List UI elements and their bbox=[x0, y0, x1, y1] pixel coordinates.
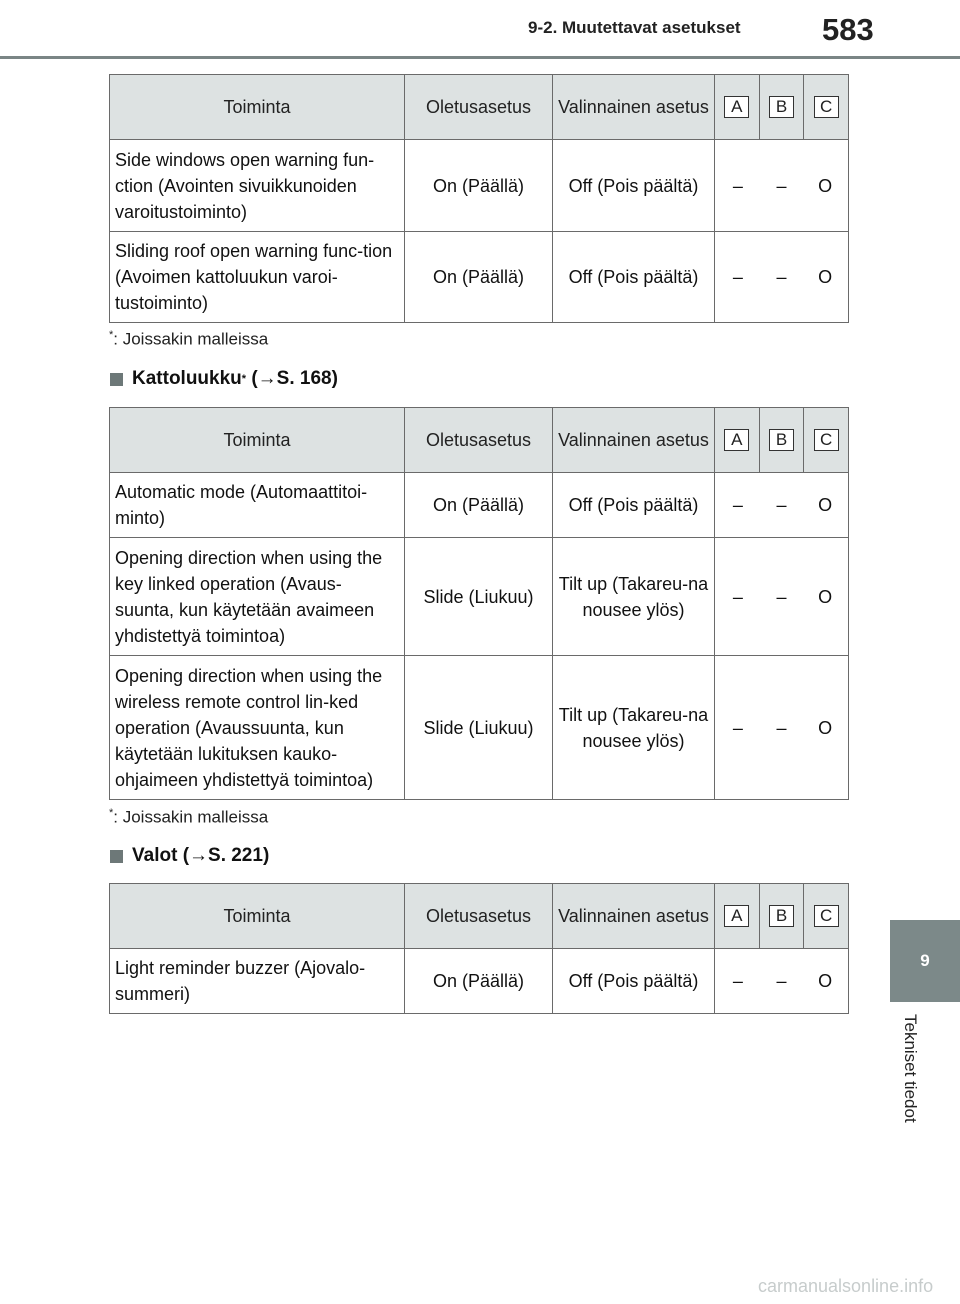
row-b: – bbox=[776, 971, 787, 991]
section-marker: * bbox=[241, 373, 247, 385]
chapter-tab[interactable] bbox=[890, 920, 960, 1002]
header-a: A bbox=[724, 429, 749, 451]
header-rule bbox=[0, 56, 960, 59]
row-default: Slide (Liukuu) bbox=[405, 656, 553, 800]
row-c: O bbox=[818, 971, 833, 991]
table-row bbox=[110, 656, 849, 800]
header-abc bbox=[715, 408, 849, 473]
row-function: Opening direction when using the key linked operation (Avaus-suunta, kun käytetään avaimeen yhdistettyä toimintoa) bbox=[110, 538, 405, 656]
row-a: – bbox=[732, 586, 743, 607]
settings-table-sunroof bbox=[109, 407, 849, 800]
settings-table-lights bbox=[109, 883, 849, 1014]
row-optional: Off (Pois päältä) bbox=[553, 140, 715, 232]
square-bullet-icon bbox=[110, 373, 123, 386]
footnote-text: : Joissakin malleissa bbox=[113, 807, 269, 827]
section-heading-lights bbox=[110, 845, 269, 867]
table-header-row bbox=[110, 408, 849, 473]
row-a: – bbox=[732, 267, 743, 287]
header-b: B bbox=[769, 429, 794, 451]
row-abc bbox=[715, 232, 849, 323]
header-section-title: 9-2. Muutettavat asetukset bbox=[528, 18, 741, 37]
row-function: Light reminder buzzer (Ajovalo-summeri) bbox=[110, 949, 405, 1014]
header-default: Oletusasetus bbox=[405, 884, 553, 949]
table-row bbox=[110, 140, 849, 232]
row-optional: Tilt up (Takareu-na nousee ylös) bbox=[553, 538, 715, 656]
header-default: Oletusasetus bbox=[405, 408, 553, 473]
chapter-number: 9 bbox=[920, 951, 930, 970]
row-optional: Off (Pois päältä) bbox=[553, 232, 715, 323]
row-a: – bbox=[732, 717, 743, 738]
header-a: A bbox=[724, 96, 749, 118]
row-b: – bbox=[776, 717, 787, 738]
row-abc bbox=[715, 473, 849, 538]
row-function: Side windows open warning fun-ction (Avointen sivuikkunoiden varoitustoiminto) bbox=[110, 140, 405, 232]
section-heading-sunroof bbox=[110, 368, 338, 390]
row-a: – bbox=[732, 495, 743, 515]
row-function: Automatic mode (Automaattitoi-minto) bbox=[110, 473, 405, 538]
table-row bbox=[110, 473, 849, 538]
header-c: C bbox=[814, 96, 839, 118]
row-c: O bbox=[818, 586, 833, 607]
row-b: – bbox=[776, 175, 787, 196]
section-title: Kattoluukku bbox=[132, 368, 242, 389]
footnote bbox=[109, 329, 268, 350]
header-optional: Valinnainen asetus bbox=[553, 408, 715, 473]
page-reference-link[interactable]: (→S. 168) bbox=[251, 368, 338, 389]
header-function: Toiminta bbox=[110, 408, 405, 473]
watermark: carmanualsonline.info bbox=[758, 1276, 934, 1296]
row-default: On (Päällä) bbox=[405, 140, 553, 232]
table-row bbox=[110, 232, 849, 323]
row-default: On (Päällä) bbox=[405, 949, 553, 1014]
footnote-marker: * bbox=[109, 807, 114, 819]
row-abc bbox=[715, 538, 849, 656]
row-abc bbox=[715, 656, 849, 800]
row-abc bbox=[715, 140, 849, 232]
row-b: – bbox=[776, 495, 787, 515]
row-abc bbox=[715, 949, 849, 1014]
header-b: B bbox=[769, 905, 794, 927]
row-optional: Off (Pois päältä) bbox=[553, 473, 715, 538]
row-function: Sliding roof open warning func-tion (Avoimen kattoluukun varoi-tustoiminto) bbox=[110, 232, 405, 323]
page-number: 583 bbox=[822, 12, 874, 47]
row-optional: Tilt up (Takareu-na nousee ylös) bbox=[553, 656, 715, 800]
header-abc bbox=[715, 884, 849, 949]
header-optional: Valinnainen asetus bbox=[553, 75, 715, 140]
row-c: O bbox=[818, 267, 833, 287]
header-c: C bbox=[814, 429, 839, 451]
table-header-row bbox=[110, 884, 849, 949]
row-a: – bbox=[732, 175, 743, 196]
page-reference-link[interactable]: (→S. 221) bbox=[182, 845, 270, 866]
row-function: Opening direction when using the wireless remote control lin-ked operation (Avaussuunta, kun käytetään lukituksen kauko-ohjaimeen yhdistettyä toimintoa) bbox=[110, 656, 405, 800]
settings-table-windows bbox=[109, 74, 849, 323]
row-b: – bbox=[776, 267, 787, 287]
row-c: O bbox=[818, 717, 833, 738]
footnote bbox=[109, 807, 268, 828]
row-default: On (Päällä) bbox=[405, 473, 553, 538]
row-c: O bbox=[818, 175, 833, 196]
square-bullet-icon bbox=[110, 850, 123, 863]
header-c: C bbox=[814, 905, 839, 927]
footnote-marker: * bbox=[109, 329, 114, 341]
table-row bbox=[110, 949, 849, 1014]
row-default: On (Päällä) bbox=[405, 232, 553, 323]
header-default: Oletusasetus bbox=[405, 75, 553, 140]
header-a: A bbox=[724, 905, 749, 927]
table-header-row bbox=[110, 75, 849, 140]
header-function: Toiminta bbox=[110, 884, 405, 949]
row-default: Slide (Liukuu) bbox=[405, 538, 553, 656]
header-abc bbox=[715, 75, 849, 140]
row-a: – bbox=[732, 971, 743, 991]
table-row bbox=[110, 538, 849, 656]
footnote-text: : Joissakin malleissa bbox=[113, 329, 269, 349]
section-title: Valot bbox=[132, 845, 178, 866]
row-c: O bbox=[818, 495, 833, 515]
header-function: Toiminta bbox=[110, 75, 405, 140]
chapter-title: Tekniset tiedot bbox=[901, 1014, 920, 1123]
row-b: – bbox=[776, 586, 787, 607]
header-b: B bbox=[769, 96, 794, 118]
row-optional: Off (Pois päältä) bbox=[553, 949, 715, 1014]
header-optional: Valinnainen asetus bbox=[553, 884, 715, 949]
